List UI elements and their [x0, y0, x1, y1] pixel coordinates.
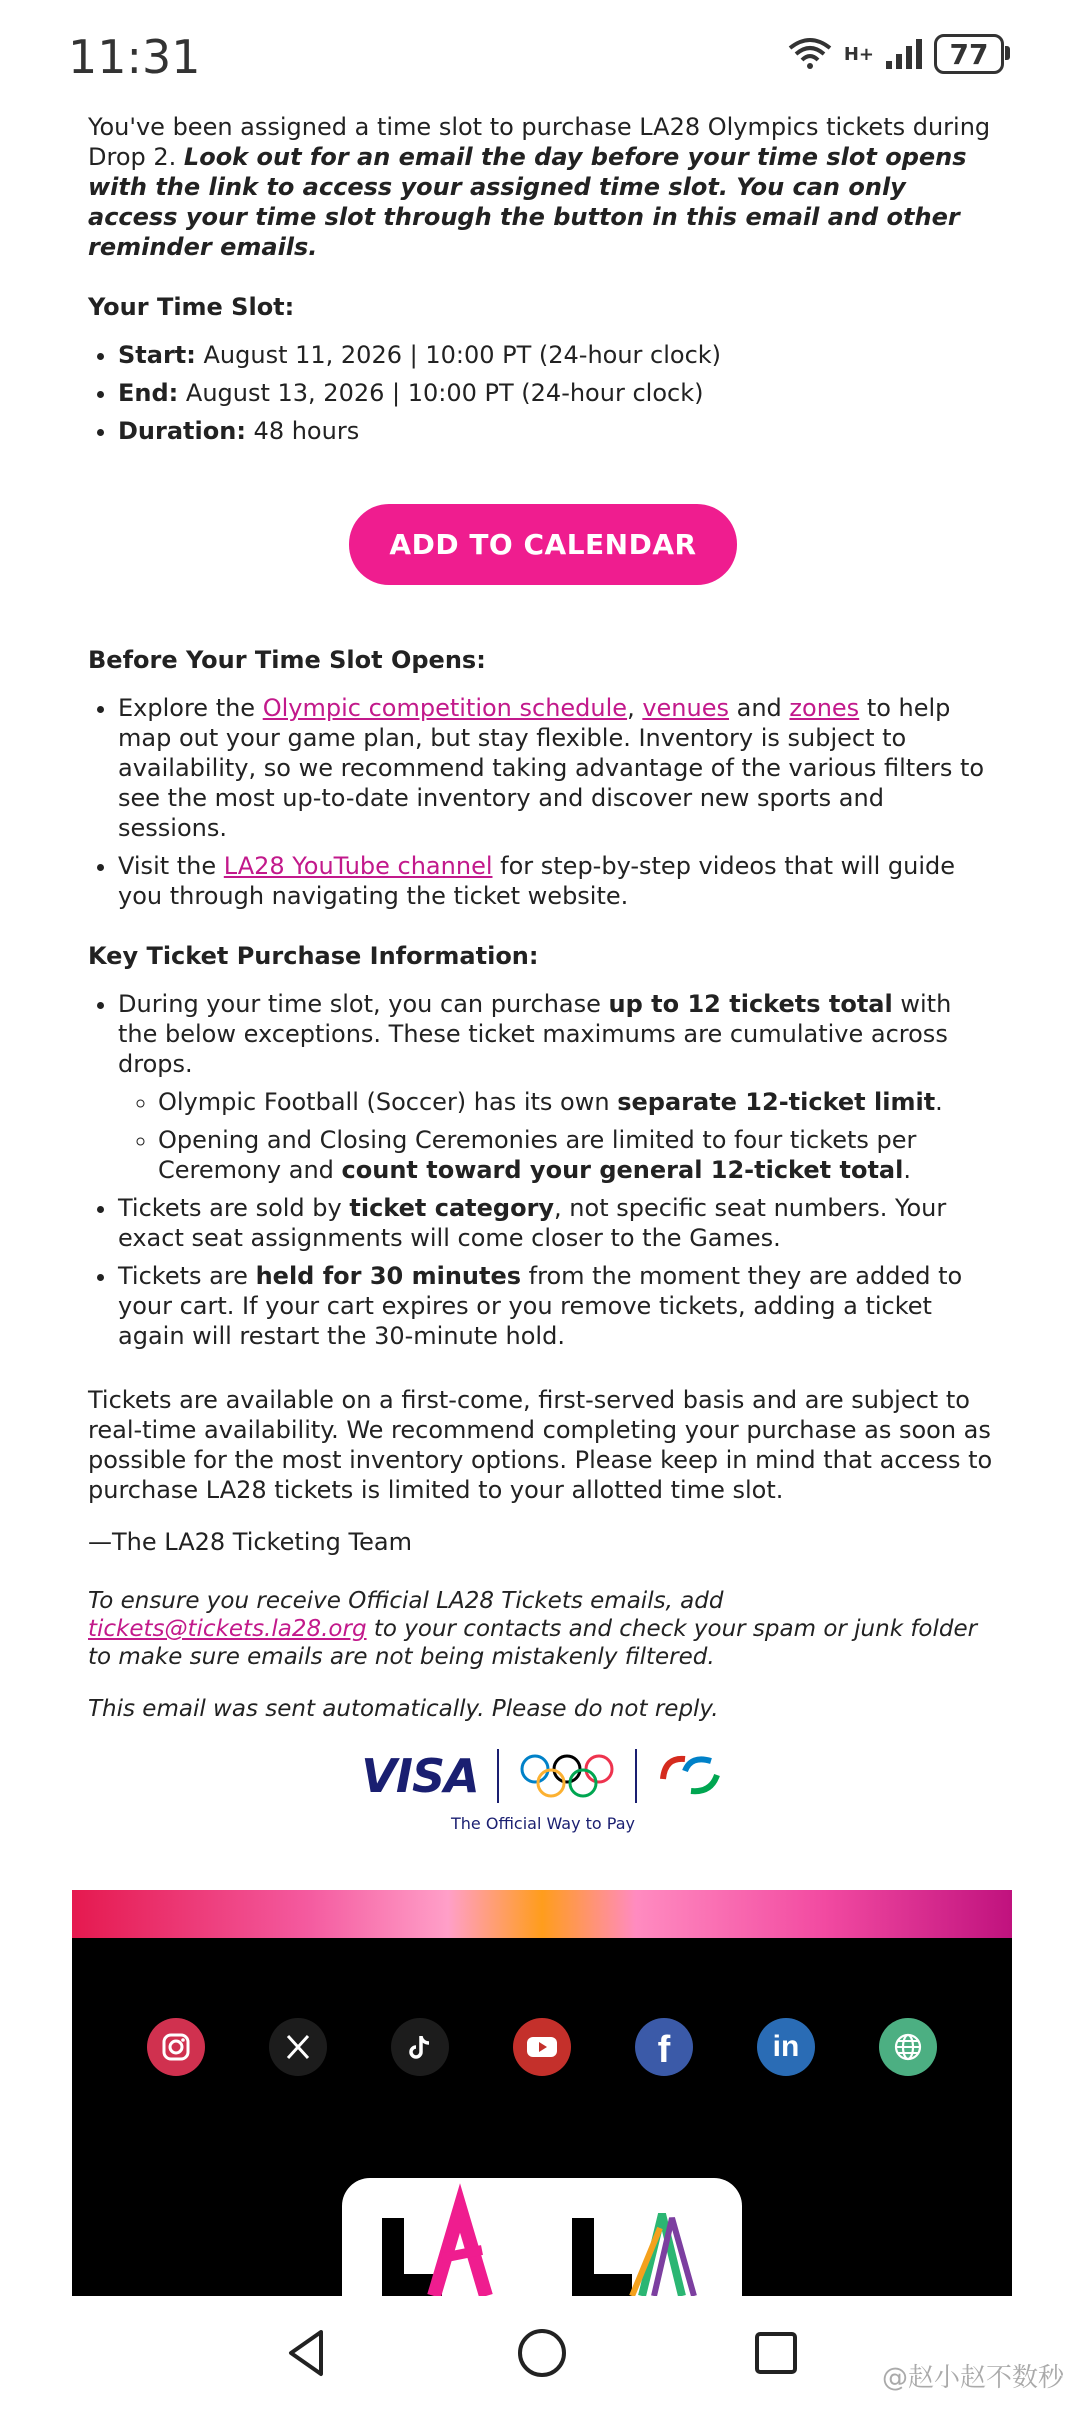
- decorative-banner: [72, 1890, 1012, 1938]
- time-slot-heading: Your Time Slot:: [88, 293, 295, 321]
- time-slot-end: • End: August 13, 2026 | 10:00 PT (24-hour clock): [118, 378, 998, 408]
- key-info-list: [88, 989, 998, 1351]
- before-item-youtube: • Visit the LA28 YouTube channel for step-by-step videos that will guide you through navigating the ticket website.: [118, 851, 998, 911]
- home-icon[interactable]: [515, 2326, 569, 2380]
- status-icons: [786, 34, 1004, 74]
- battery-indicator: 77: [934, 34, 1004, 74]
- before-list: [88, 693, 998, 911]
- zones-link[interactable]: zones: [789, 694, 860, 722]
- add-to-calendar-button[interactable]: ADD TO CALENDAR: [349, 504, 736, 585]
- partner-logos: [88, 1749, 998, 1803]
- key-info-heading: Key Ticket Purchase Information:: [88, 942, 539, 970]
- email-body: [88, 112, 998, 1839]
- intro-paragraph: [88, 112, 998, 262]
- la28-logo: [342, 2178, 742, 2296]
- logo-divider: [497, 1749, 499, 1803]
- x-icon[interactable]: [269, 2018, 327, 2076]
- watermark: @赵小赵不数秒: [881, 2363, 1064, 2393]
- time-slot-duration: • Duration: 48 hours: [118, 416, 998, 446]
- youtube-icon[interactable]: [513, 2018, 571, 2076]
- intro-emphasis: Look out for an email the day before your time slot opens with the link to access your assigned time slot. You can only access your time slot through the button in this email and other reminder emails.: [88, 143, 967, 261]
- facebook-icon[interactable]: f: [635, 2018, 693, 2076]
- time-slot-start: • Start: August 11, 2026 | 10:00 PT (24-hour clock): [118, 340, 998, 370]
- tiktok-icon[interactable]: [391, 2018, 449, 2076]
- calendar-button-wrap: [88, 504, 998, 585]
- social-links: [72, 2018, 1012, 2076]
- olympic-rings-icon: [517, 1751, 617, 1801]
- notice-contacts: To ensure you receive Official LA28 Tickets emails, add tickets@tickets.la28.org to your contacts and check your spam or junk folder to make sure emails are not being mistakenly filtered.: [88, 1588, 978, 1670]
- official-way-tagline: The Official Way to Pay: [451, 1814, 635, 1833]
- signature: —The LA28 Ticketing Team: [88, 1528, 412, 1556]
- linkedin-icon[interactable]: in: [757, 2018, 815, 2076]
- globe-icon[interactable]: [879, 2018, 937, 2076]
- key-info-item-limit: • During your time slot, you can purchase up to 12 tickets total with the below exceptions. These ticket maximums are cumulative across drops. ◦ Olympic Football (Soccer) has its own separate 12-ticket limit. ◦ Opening and Closing Ceremonies are limited to four tickets per Ceremony and count toward your general 12-ticket total.: [118, 989, 998, 1185]
- navigation-bar: [0, 2296, 1084, 2412]
- notice-automatic: This email was sent automatically. Please do not reply.: [88, 1696, 719, 1722]
- status-bar: [0, 0, 1084, 110]
- tickets-email-link[interactable]: tickets@tickets.la28.org: [88, 1616, 367, 1642]
- key-info-item-category: • Tickets are sold by ticket category, not specific seat numbers. Your exact seat assignments will come closer to the Games.: [118, 1193, 998, 1253]
- youtube-channel-link[interactable]: LA28 YouTube channel: [223, 852, 493, 880]
- signal-icon: [884, 37, 924, 71]
- wifi-icon: [786, 36, 834, 72]
- paralympic-agitos-icon: [655, 1751, 725, 1801]
- olympic-schedule-link[interactable]: Olympic competition schedule: [262, 694, 628, 722]
- visa-logo: VISA: [361, 1749, 479, 1803]
- before-item-explore: • Explore the Olympic competition schedule, venues and zones to help map out your game plan, but stay flexible. Inventory is subject to availability, so we recommend taking advantage of the various filters to see the most up-to-date inventory and discover new sports and sessions.: [118, 693, 998, 843]
- network-type: H+: [843, 43, 874, 65]
- availability-paragraph: Tickets are available on a first-come, first-served basis and are subject to real-time availability. We recommend completing your purchase as soon as possible for the most inventory options. Please keep in mind that access to purchase LA28 tickets is limited to your allotted time slot.: [88, 1386, 993, 1504]
- key-info-sub-ceremonies: ◦ Opening and Closing Ceremonies are limited to four tickets per Ceremony and count toward your general 12-ticket total.: [158, 1125, 998, 1185]
- recents-icon[interactable]: [749, 2326, 803, 2380]
- logo-divider: [635, 1749, 637, 1803]
- before-heading: Before Your Time Slot Opens:: [88, 646, 486, 674]
- time-slot-list: [88, 340, 998, 446]
- key-info-sub-football: ◦ Olympic Football (Soccer) has its own separate 12-ticket limit.: [158, 1087, 998, 1117]
- back-icon[interactable]: [281, 2326, 335, 2380]
- status-time: 11:31: [68, 30, 201, 84]
- key-info-sublist: [118, 1087, 998, 1185]
- footer: [72, 1938, 1012, 2296]
- key-info-item-hold: • Tickets are held for 30 minutes from the moment they are added to your cart. If your cart expires or you remove tickets, adding a ticket again will restart the 30-minute hold.: [118, 1261, 998, 1351]
- venues-link[interactable]: venues: [642, 694, 729, 722]
- instagram-icon[interactable]: [147, 2018, 205, 2076]
- intro-text: You've been assigned a time slot to purchase LA28 Olympics tickets during Drop 2.: [88, 113, 991, 171]
